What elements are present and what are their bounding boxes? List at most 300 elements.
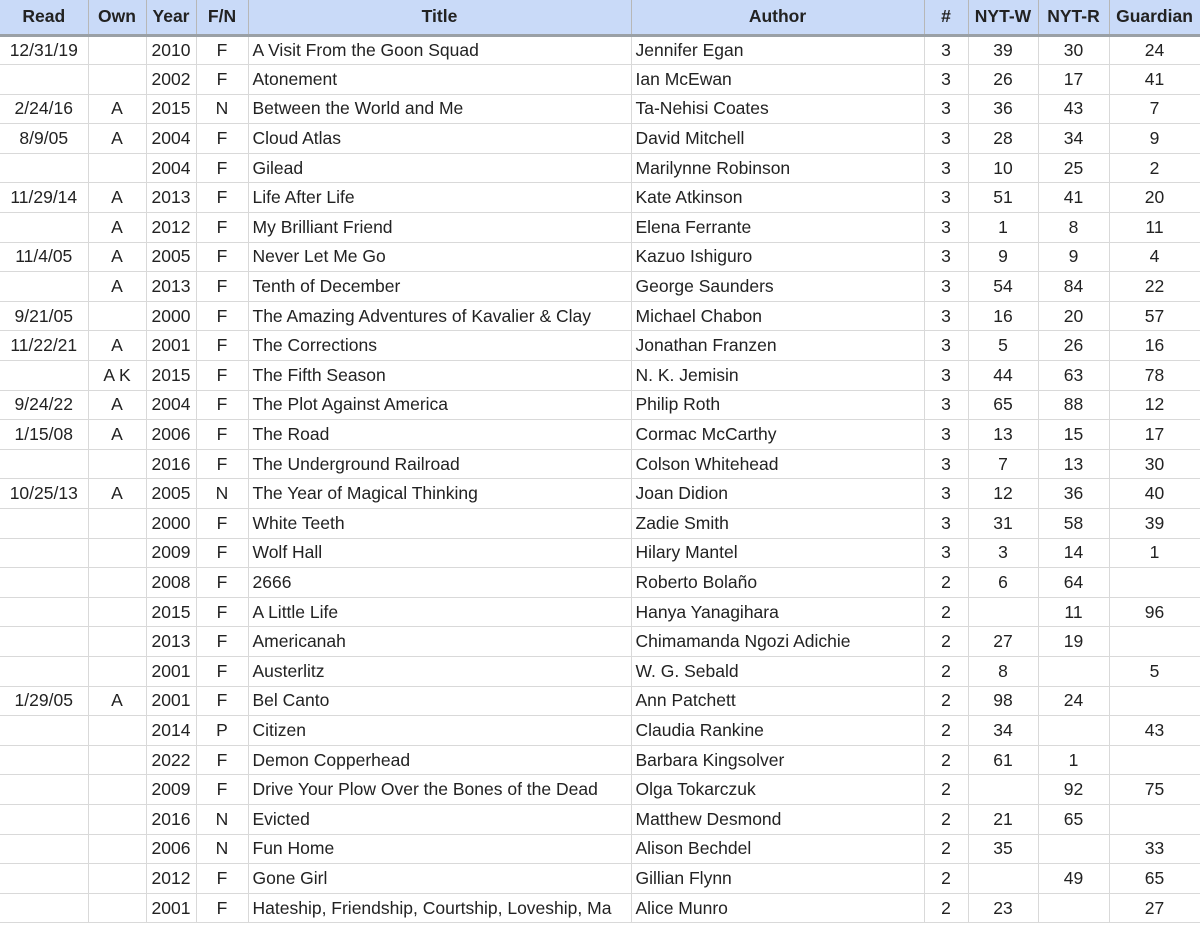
cell-read[interactable]: 11/4/05: [0, 242, 88, 272]
cell-author[interactable]: Alice Munro: [631, 893, 924, 923]
cell-nytr[interactable]: [1038, 656, 1109, 686]
cell-author[interactable]: Hanya Yanagihara: [631, 597, 924, 627]
cell-nytr[interactable]: 9: [1038, 242, 1109, 272]
cell-num[interactable]: 2: [924, 686, 968, 716]
cell-fn[interactable]: N: [196, 94, 248, 124]
cell-read[interactable]: [0, 449, 88, 479]
cell-num[interactable]: 2: [924, 834, 968, 864]
cell-nytr[interactable]: 63: [1038, 361, 1109, 391]
cell-author[interactable]: Zadie Smith: [631, 509, 924, 539]
cell-author[interactable]: Philip Roth: [631, 390, 924, 420]
cell-own[interactable]: A: [88, 390, 146, 420]
cell-fn[interactable]: F: [196, 213, 248, 243]
cell-author[interactable]: Michael Chabon: [631, 301, 924, 331]
cell-nytr[interactable]: 11: [1038, 597, 1109, 627]
cell-read[interactable]: [0, 804, 88, 834]
cell-own[interactable]: A: [88, 686, 146, 716]
cell-title[interactable]: Hateship, Friendship, Courtship, Loveship, Ma: [248, 893, 631, 923]
cell-fn[interactable]: F: [196, 124, 248, 154]
cell-fn[interactable]: F: [196, 65, 248, 95]
cell-nytw[interactable]: [968, 775, 1038, 805]
cell-nytw[interactable]: 9: [968, 242, 1038, 272]
cell-nytr[interactable]: 25: [1038, 153, 1109, 183]
cell-guardian[interactable]: [1109, 686, 1200, 716]
cell-nytr[interactable]: 15: [1038, 420, 1109, 450]
cell-own[interactable]: [88, 35, 146, 65]
cell-author[interactable]: Elena Ferrante: [631, 213, 924, 243]
cell-num[interactable]: 3: [924, 390, 968, 420]
cell-guardian[interactable]: 43: [1109, 716, 1200, 746]
cell-nytr[interactable]: 13: [1038, 449, 1109, 479]
cell-nytr[interactable]: 30: [1038, 35, 1109, 65]
cell-year[interactable]: 2015: [146, 597, 196, 627]
cell-title[interactable]: Wolf Hall: [248, 538, 631, 568]
cell-title[interactable]: Tenth of December: [248, 272, 631, 302]
cell-num[interactable]: 3: [924, 153, 968, 183]
cell-own[interactable]: [88, 568, 146, 598]
cell-fn[interactable]: F: [196, 864, 248, 894]
cell-year[interactable]: 2009: [146, 538, 196, 568]
cell-read[interactable]: [0, 893, 88, 923]
cell-num[interactable]: 2: [924, 745, 968, 775]
cell-own[interactable]: [88, 65, 146, 95]
cell-fn[interactable]: F: [196, 568, 248, 598]
cell-author[interactable]: Marilynne Robinson: [631, 153, 924, 183]
cell-year[interactable]: 2009: [146, 775, 196, 805]
cell-nytr[interactable]: 36: [1038, 479, 1109, 509]
cell-fn[interactable]: F: [196, 745, 248, 775]
cell-author[interactable]: Claudia Rankine: [631, 716, 924, 746]
cell-guardian[interactable]: 20: [1109, 183, 1200, 213]
cell-nytr[interactable]: 92: [1038, 775, 1109, 805]
cell-nytw[interactable]: 10: [968, 153, 1038, 183]
cell-fn[interactable]: F: [196, 390, 248, 420]
cell-author[interactable]: Roberto Bolaño: [631, 568, 924, 598]
cell-author[interactable]: Ann Patchett: [631, 686, 924, 716]
cell-nytw[interactable]: 8: [968, 656, 1038, 686]
cell-author[interactable]: Hilary Mantel: [631, 538, 924, 568]
cell-guardian[interactable]: [1109, 568, 1200, 598]
cell-read[interactable]: 10/25/13: [0, 479, 88, 509]
cell-guardian[interactable]: 78: [1109, 361, 1200, 391]
cell-nytw[interactable]: 98: [968, 686, 1038, 716]
cell-nytw[interactable]: 31: [968, 509, 1038, 539]
cell-own[interactable]: A: [88, 242, 146, 272]
cell-nytw[interactable]: 7: [968, 449, 1038, 479]
cell-guardian[interactable]: 27: [1109, 893, 1200, 923]
cell-own[interactable]: [88, 864, 146, 894]
cell-guardian[interactable]: 33: [1109, 834, 1200, 864]
cell-nytr[interactable]: 8: [1038, 213, 1109, 243]
cell-guardian[interactable]: 9: [1109, 124, 1200, 154]
cell-own[interactable]: A: [88, 331, 146, 361]
cell-read[interactable]: 11/22/21: [0, 331, 88, 361]
cell-guardian[interactable]: 17: [1109, 420, 1200, 450]
cell-author[interactable]: Chimamanda Ngozi Adichie: [631, 627, 924, 657]
cell-fn[interactable]: F: [196, 597, 248, 627]
cell-own[interactable]: A: [88, 479, 146, 509]
cell-year[interactable]: 2001: [146, 331, 196, 361]
cell-own[interactable]: [88, 153, 146, 183]
cell-read[interactable]: 11/29/14: [0, 183, 88, 213]
cell-guardian[interactable]: 4: [1109, 242, 1200, 272]
cell-guardian[interactable]: 30: [1109, 449, 1200, 479]
cell-num[interactable]: 2: [924, 597, 968, 627]
cell-nytr[interactable]: 58: [1038, 509, 1109, 539]
header-num[interactable]: #: [924, 0, 968, 35]
cell-title[interactable]: Atonement: [248, 65, 631, 95]
cell-year[interactable]: 2008: [146, 568, 196, 598]
cell-author[interactable]: Joan Didion: [631, 479, 924, 509]
cell-num[interactable]: 2: [924, 656, 968, 686]
cell-own[interactable]: [88, 597, 146, 627]
cell-nytr[interactable]: 41: [1038, 183, 1109, 213]
cell-title[interactable]: Drive Your Plow Over the Bones of the Dead: [248, 775, 631, 805]
cell-own[interactable]: [88, 834, 146, 864]
cell-num[interactable]: 3: [924, 272, 968, 302]
cell-read[interactable]: 9/21/05: [0, 301, 88, 331]
cell-nytr[interactable]: 43: [1038, 94, 1109, 124]
cell-num[interactable]: 3: [924, 420, 968, 450]
cell-author[interactable]: Colson Whitehead: [631, 449, 924, 479]
cell-author[interactable]: Jennifer Egan: [631, 35, 924, 65]
cell-guardian[interactable]: 22: [1109, 272, 1200, 302]
cell-title[interactable]: The Year of Magical Thinking: [248, 479, 631, 509]
cell-read[interactable]: [0, 509, 88, 539]
cell-nytr[interactable]: 84: [1038, 272, 1109, 302]
cell-title[interactable]: Life After Life: [248, 183, 631, 213]
header-nytr[interactable]: NYT-R: [1038, 0, 1109, 35]
cell-read[interactable]: [0, 834, 88, 864]
cell-nytr[interactable]: [1038, 893, 1109, 923]
cell-year[interactable]: 2004: [146, 153, 196, 183]
cell-read[interactable]: [0, 656, 88, 686]
cell-nytr[interactable]: 1: [1038, 745, 1109, 775]
cell-fn[interactable]: N: [196, 834, 248, 864]
cell-nytw[interactable]: [968, 597, 1038, 627]
cell-nytw[interactable]: 6: [968, 568, 1038, 598]
cell-nytr[interactable]: 19: [1038, 627, 1109, 657]
cell-year[interactable]: 2004: [146, 390, 196, 420]
cell-nytw[interactable]: 65: [968, 390, 1038, 420]
cell-num[interactable]: 3: [924, 65, 968, 95]
cell-num[interactable]: 2: [924, 775, 968, 805]
cell-guardian[interactable]: 2: [1109, 153, 1200, 183]
cell-year[interactable]: 2006: [146, 420, 196, 450]
cell-nytw[interactable]: 23: [968, 893, 1038, 923]
cell-nytw[interactable]: 3: [968, 538, 1038, 568]
cell-num[interactable]: 3: [924, 124, 968, 154]
cell-year[interactable]: 2010: [146, 35, 196, 65]
cell-fn[interactable]: P: [196, 716, 248, 746]
cell-title[interactable]: The Corrections: [248, 331, 631, 361]
cell-nytw[interactable]: 27: [968, 627, 1038, 657]
cell-own[interactable]: [88, 893, 146, 923]
cell-title[interactable]: White Teeth: [248, 509, 631, 539]
cell-num[interactable]: 3: [924, 449, 968, 479]
cell-nytw[interactable]: 61: [968, 745, 1038, 775]
cell-fn[interactable]: F: [196, 272, 248, 302]
cell-read[interactable]: [0, 65, 88, 95]
header-fn[interactable]: F/N: [196, 0, 248, 35]
cell-year[interactable]: 2015: [146, 94, 196, 124]
cell-year[interactable]: 2016: [146, 449, 196, 479]
cell-read[interactable]: 12/31/19: [0, 35, 88, 65]
cell-nytr[interactable]: [1038, 716, 1109, 746]
cell-num[interactable]: 2: [924, 627, 968, 657]
cell-fn[interactable]: F: [196, 35, 248, 65]
cell-own[interactable]: [88, 775, 146, 805]
cell-guardian[interactable]: 57: [1109, 301, 1200, 331]
cell-year[interactable]: 2014: [146, 716, 196, 746]
cell-own[interactable]: [88, 745, 146, 775]
cell-author[interactable]: David Mitchell: [631, 124, 924, 154]
cell-guardian[interactable]: 96: [1109, 597, 1200, 627]
cell-num[interactable]: 3: [924, 538, 968, 568]
cell-author[interactable]: Ian McEwan: [631, 65, 924, 95]
cell-nytw[interactable]: 44: [968, 361, 1038, 391]
cell-num[interactable]: 2: [924, 893, 968, 923]
cell-title[interactable]: The Underground Railroad: [248, 449, 631, 479]
cell-author[interactable]: Gillian Flynn: [631, 864, 924, 894]
cell-num[interactable]: 3: [924, 35, 968, 65]
cell-fn[interactable]: F: [196, 509, 248, 539]
cell-year[interactable]: 2001: [146, 893, 196, 923]
cell-nytw[interactable]: 1: [968, 213, 1038, 243]
cell-num[interactable]: 3: [924, 213, 968, 243]
cell-guardian[interactable]: 24: [1109, 35, 1200, 65]
cell-fn[interactable]: N: [196, 804, 248, 834]
cell-fn[interactable]: F: [196, 242, 248, 272]
cell-guardian[interactable]: 5: [1109, 656, 1200, 686]
cell-num[interactable]: 3: [924, 509, 968, 539]
cell-nytw[interactable]: 36: [968, 94, 1038, 124]
cell-guardian[interactable]: [1109, 804, 1200, 834]
header-nytw[interactable]: NYT-W: [968, 0, 1038, 35]
cell-nytr[interactable]: 88: [1038, 390, 1109, 420]
cell-nytr[interactable]: 17: [1038, 65, 1109, 95]
cell-own[interactable]: A: [88, 272, 146, 302]
cell-author[interactable]: Matthew Desmond: [631, 804, 924, 834]
cell-nytw[interactable]: 28: [968, 124, 1038, 154]
cell-read[interactable]: [0, 864, 88, 894]
cell-fn[interactable]: F: [196, 686, 248, 716]
cell-num[interactable]: 2: [924, 804, 968, 834]
cell-nytr[interactable]: 34: [1038, 124, 1109, 154]
cell-own[interactable]: A: [88, 124, 146, 154]
cell-title[interactable]: Evicted: [248, 804, 631, 834]
cell-title[interactable]: Americanah: [248, 627, 631, 657]
cell-guardian[interactable]: 39: [1109, 509, 1200, 539]
cell-year[interactable]: 2015: [146, 361, 196, 391]
cell-own[interactable]: A: [88, 213, 146, 243]
cell-title[interactable]: The Amazing Adventures of Kavalier & Clay: [248, 301, 631, 331]
cell-fn[interactable]: F: [196, 449, 248, 479]
cell-fn[interactable]: F: [196, 893, 248, 923]
cell-year[interactable]: 2005: [146, 479, 196, 509]
header-title[interactable]: Title: [248, 0, 631, 35]
cell-author[interactable]: Alison Bechdel: [631, 834, 924, 864]
cell-nytw[interactable]: 12: [968, 479, 1038, 509]
cell-nytr[interactable]: 20: [1038, 301, 1109, 331]
cell-fn[interactable]: F: [196, 331, 248, 361]
cell-title[interactable]: Cloud Atlas: [248, 124, 631, 154]
cell-year[interactable]: 2004: [146, 124, 196, 154]
cell-read[interactable]: 8/9/05: [0, 124, 88, 154]
cell-read[interactable]: 1/15/08: [0, 420, 88, 450]
cell-read[interactable]: [0, 568, 88, 598]
cell-nytr[interactable]: [1038, 834, 1109, 864]
cell-own[interactable]: [88, 804, 146, 834]
cell-num[interactable]: 3: [924, 479, 968, 509]
cell-nytr[interactable]: 65: [1038, 804, 1109, 834]
cell-title[interactable]: My Brilliant Friend: [248, 213, 631, 243]
cell-author[interactable]: Ta-Nehisi Coates: [631, 94, 924, 124]
cell-nytw[interactable]: 26: [968, 65, 1038, 95]
cell-year[interactable]: 2022: [146, 745, 196, 775]
cell-nytw[interactable]: [968, 864, 1038, 894]
cell-nytw[interactable]: 39: [968, 35, 1038, 65]
cell-title[interactable]: Demon Copperhead: [248, 745, 631, 775]
cell-year[interactable]: 2001: [146, 686, 196, 716]
header-year[interactable]: Year: [146, 0, 196, 35]
cell-fn[interactable]: F: [196, 538, 248, 568]
cell-year[interactable]: 2016: [146, 804, 196, 834]
cell-own[interactable]: [88, 538, 146, 568]
cell-nytw[interactable]: 16: [968, 301, 1038, 331]
cell-nytr[interactable]: 49: [1038, 864, 1109, 894]
cell-read[interactable]: 1/29/05: [0, 686, 88, 716]
cell-read[interactable]: [0, 775, 88, 805]
cell-read[interactable]: [0, 272, 88, 302]
cell-num[interactable]: 2: [924, 716, 968, 746]
cell-nytw[interactable]: 34: [968, 716, 1038, 746]
cell-nytw[interactable]: 5: [968, 331, 1038, 361]
cell-num[interactable]: 3: [924, 94, 968, 124]
cell-title[interactable]: The Plot Against America: [248, 390, 631, 420]
cell-fn[interactable]: F: [196, 656, 248, 686]
cell-num[interactable]: 3: [924, 183, 968, 213]
cell-own[interactable]: [88, 716, 146, 746]
cell-author[interactable]: Kate Atkinson: [631, 183, 924, 213]
cell-nytr[interactable]: 14: [1038, 538, 1109, 568]
cell-title[interactable]: The Road: [248, 420, 631, 450]
header-author[interactable]: Author: [631, 0, 924, 35]
cell-title[interactable]: Citizen: [248, 716, 631, 746]
cell-nytw[interactable]: 51: [968, 183, 1038, 213]
cell-guardian[interactable]: 65: [1109, 864, 1200, 894]
cell-own[interactable]: A: [88, 420, 146, 450]
cell-guardian[interactable]: 7: [1109, 94, 1200, 124]
cell-guardian[interactable]: 41: [1109, 65, 1200, 95]
cell-year[interactable]: 2001: [146, 656, 196, 686]
cell-title[interactable]: Bel Canto: [248, 686, 631, 716]
cell-fn[interactable]: F: [196, 361, 248, 391]
cell-fn[interactable]: F: [196, 153, 248, 183]
cell-author[interactable]: George Saunders: [631, 272, 924, 302]
cell-num[interactable]: 3: [924, 361, 968, 391]
cell-fn[interactable]: F: [196, 420, 248, 450]
cell-fn[interactable]: F: [196, 627, 248, 657]
cell-title[interactable]: 2666: [248, 568, 631, 598]
cell-read[interactable]: [0, 745, 88, 775]
cell-guardian[interactable]: 16: [1109, 331, 1200, 361]
cell-title[interactable]: Gone Girl: [248, 864, 631, 894]
cell-guardian[interactable]: 11: [1109, 213, 1200, 243]
cell-read[interactable]: [0, 597, 88, 627]
cell-read[interactable]: [0, 627, 88, 657]
cell-year[interactable]: 2002: [146, 65, 196, 95]
cell-year[interactable]: 2013: [146, 627, 196, 657]
cell-nytw[interactable]: 54: [968, 272, 1038, 302]
cell-author[interactable]: Jonathan Franzen: [631, 331, 924, 361]
cell-year[interactable]: 2013: [146, 183, 196, 213]
cell-read[interactable]: [0, 538, 88, 568]
cell-guardian[interactable]: 1: [1109, 538, 1200, 568]
cell-nytr[interactable]: 24: [1038, 686, 1109, 716]
cell-title[interactable]: Fun Home: [248, 834, 631, 864]
cell-year[interactable]: 2013: [146, 272, 196, 302]
cell-fn[interactable]: F: [196, 183, 248, 213]
cell-num[interactable]: 2: [924, 864, 968, 894]
cell-read[interactable]: [0, 153, 88, 183]
cell-read[interactable]: [0, 213, 88, 243]
cell-guardian[interactable]: [1109, 627, 1200, 657]
cell-own[interactable]: [88, 449, 146, 479]
cell-nytw[interactable]: 13: [968, 420, 1038, 450]
cell-num[interactable]: 3: [924, 331, 968, 361]
cell-nytr[interactable]: 64: [1038, 568, 1109, 598]
cell-title[interactable]: Gilead: [248, 153, 631, 183]
cell-author[interactable]: Barbara Kingsolver: [631, 745, 924, 775]
cell-year[interactable]: 2005: [146, 242, 196, 272]
cell-author[interactable]: W. G. Sebald: [631, 656, 924, 686]
cell-author[interactable]: Cormac McCarthy: [631, 420, 924, 450]
cell-own[interactable]: [88, 627, 146, 657]
cell-year[interactable]: 2006: [146, 834, 196, 864]
cell-own[interactable]: [88, 301, 146, 331]
cell-fn[interactable]: F: [196, 301, 248, 331]
cell-own[interactable]: A: [88, 183, 146, 213]
cell-year[interactable]: 2012: [146, 864, 196, 894]
cell-guardian[interactable]: 75: [1109, 775, 1200, 805]
cell-read[interactable]: [0, 361, 88, 391]
cell-nytr[interactable]: 26: [1038, 331, 1109, 361]
cell-fn[interactable]: F: [196, 775, 248, 805]
cell-read[interactable]: [0, 716, 88, 746]
cell-year[interactable]: 2000: [146, 301, 196, 331]
cell-title[interactable]: The Fifth Season: [248, 361, 631, 391]
cell-year[interactable]: 2000: [146, 509, 196, 539]
header-guardian[interactable]: Guardian: [1109, 0, 1200, 35]
cell-title[interactable]: Austerlitz: [248, 656, 631, 686]
cell-nytw[interactable]: 21: [968, 804, 1038, 834]
cell-author[interactable]: Kazuo Ishiguro: [631, 242, 924, 272]
cell-fn[interactable]: N: [196, 479, 248, 509]
cell-title[interactable]: Between the World and Me: [248, 94, 631, 124]
cell-own[interactable]: A K: [88, 361, 146, 391]
cell-title[interactable]: Never Let Me Go: [248, 242, 631, 272]
cell-num[interactable]: 3: [924, 242, 968, 272]
cell-own[interactable]: A: [88, 94, 146, 124]
cell-num[interactable]: 3: [924, 301, 968, 331]
cell-own[interactable]: [88, 509, 146, 539]
cell-author[interactable]: Olga Tokarczuk: [631, 775, 924, 805]
cell-guardian[interactable]: 12: [1109, 390, 1200, 420]
cell-nytw[interactable]: 35: [968, 834, 1038, 864]
cell-title[interactable]: A Visit From the Goon Squad: [248, 35, 631, 65]
cell-num[interactable]: 2: [924, 568, 968, 598]
